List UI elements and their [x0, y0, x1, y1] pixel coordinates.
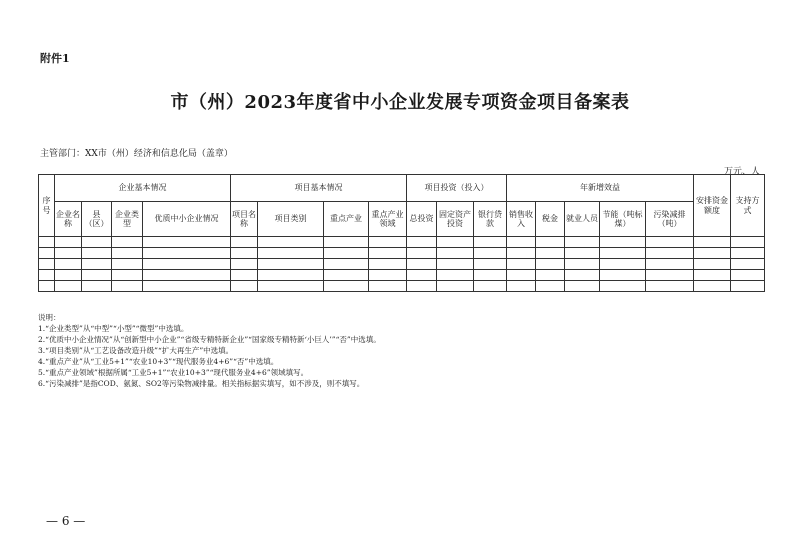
table-cell — [694, 270, 731, 281]
seq-header: 序号 — [39, 175, 55, 237]
table-cell — [112, 259, 143, 270]
table-cell — [39, 270, 55, 281]
notes-block — [38, 312, 381, 389]
table-cell — [600, 237, 646, 248]
col-quality-sme: 优质中小企业情况 — [143, 202, 231, 237]
col-key-industry-field: 重点产业领域 — [369, 202, 407, 237]
table-cell — [565, 281, 600, 292]
note-item: 2.“优质中小企业情况”从“创新型中小企业”“省级专精特新企业”“国家级专精特新‘小巨人’”“否”中选填。 — [38, 335, 381, 344]
table-cell — [600, 281, 646, 292]
table-cell — [646, 248, 694, 259]
table-cell — [474, 237, 507, 248]
table-cell — [258, 281, 324, 292]
table-row — [39, 259, 765, 270]
table-cell — [324, 237, 369, 248]
table-cell — [565, 248, 600, 259]
page-number: — 6 — — [46, 514, 86, 528]
table-cell — [231, 270, 258, 281]
table-cell — [474, 281, 507, 292]
col-bank-loan: 银行贷款 — [474, 202, 507, 237]
table-cell — [474, 270, 507, 281]
table-cell — [507, 259, 536, 270]
table-cell — [600, 259, 646, 270]
table-cell — [407, 281, 437, 292]
table-cell — [258, 248, 324, 259]
col-sales-revenue: 销售收入 — [507, 202, 536, 237]
table-cell — [55, 270, 82, 281]
table-cell — [694, 248, 731, 259]
table-cell — [565, 270, 600, 281]
table-cell — [258, 270, 324, 281]
table-cell — [55, 248, 82, 259]
note-item: 3.“项目类别”从“工艺设备改造升级”“扩大再生产”中选填。 — [38, 346, 234, 355]
col-employees: 就业人员 — [565, 202, 600, 237]
table-cell — [112, 270, 143, 281]
funding-header: 安排资金额度 — [694, 175, 731, 237]
table-cell — [112, 248, 143, 259]
table-cell — [82, 237, 112, 248]
table-cell — [39, 259, 55, 270]
table-cell — [231, 259, 258, 270]
table-cell — [437, 281, 474, 292]
table-cell — [39, 237, 55, 248]
table-cell — [369, 281, 407, 292]
table-cell — [694, 281, 731, 292]
col-county: 县（区） — [82, 202, 112, 237]
col-enterprise-name: 企业名称 — [55, 202, 82, 237]
table-cell — [731, 281, 765, 292]
table-cell — [82, 281, 112, 292]
table-cell — [474, 259, 507, 270]
table-cell — [694, 259, 731, 270]
table-cell — [258, 259, 324, 270]
table-cell — [369, 237, 407, 248]
note-item: 5.“重点产业领域”根据所属“工业5+1”“农业10+3”“现代服务业4+6”领域填写。 — [38, 368, 309, 377]
notes-heading: 说明： — [38, 313, 61, 322]
filing-table — [38, 174, 765, 292]
table-cell — [407, 248, 437, 259]
table-cell — [143, 259, 231, 270]
col-tax: 税金 — [536, 202, 565, 237]
col-enterprise-type: 企业类型 — [112, 202, 143, 237]
table-cell — [39, 281, 55, 292]
table-cell — [82, 259, 112, 270]
table-cell — [565, 237, 600, 248]
attachment-label: 附件1 — [40, 52, 70, 65]
col-project-name: 项目名称 — [231, 202, 258, 237]
col-energy-saving: 节能（吨标煤） — [600, 202, 646, 237]
table-cell — [55, 259, 82, 270]
table-cell — [369, 248, 407, 259]
table-cell — [507, 237, 536, 248]
table-cell — [82, 270, 112, 281]
table-cell — [407, 237, 437, 248]
benefit-group-header: 年新增效益 — [507, 175, 694, 202]
table-cell — [731, 248, 765, 259]
page-title: 市（州）2023年度省中小企业发展专项资金项目备案表 — [170, 92, 630, 113]
table-cell — [258, 237, 324, 248]
table-row — [39, 281, 765, 292]
table-cell — [507, 270, 536, 281]
table-row — [39, 248, 765, 259]
table-cell — [231, 237, 258, 248]
project-group-header: 项目基本情况 — [231, 175, 407, 202]
table-cell — [437, 248, 474, 259]
table-cell — [694, 237, 731, 248]
table-cell — [143, 248, 231, 259]
col-fixed-asset-investment: 固定资产投资 — [437, 202, 474, 237]
table-cell — [565, 259, 600, 270]
table-cell — [231, 248, 258, 259]
table-cell — [324, 248, 369, 259]
table-cell — [474, 248, 507, 259]
table-cell — [143, 237, 231, 248]
table-cell — [536, 248, 565, 259]
table-cell — [731, 259, 765, 270]
table-cell — [507, 281, 536, 292]
table-cell — [407, 259, 437, 270]
table-cell — [324, 270, 369, 281]
table-cell — [324, 281, 369, 292]
col-total-investment: 总投资 — [407, 202, 437, 237]
col-key-industry: 重点产业 — [324, 202, 369, 237]
table-cell — [112, 281, 143, 292]
table-cell — [646, 259, 694, 270]
table-cell — [600, 270, 646, 281]
note-item: 1.“企业类型”从“中型”“小型”“微型”中选填。 — [38, 324, 189, 333]
table-cell — [536, 237, 565, 248]
table-cell — [231, 281, 258, 292]
table-cell — [55, 237, 82, 248]
table-cell — [437, 259, 474, 270]
table-cell — [600, 248, 646, 259]
enterprise-group-header: 企业基本情况 — [55, 175, 231, 202]
table-row — [39, 237, 765, 248]
table-cell — [143, 270, 231, 281]
table-cell — [82, 248, 112, 259]
table-cell — [55, 281, 82, 292]
col-emission-reduction: 污染减排（吨） — [646, 202, 694, 237]
table-cell — [437, 270, 474, 281]
table-cell — [536, 281, 565, 292]
table-cell — [369, 259, 407, 270]
table-cell — [536, 259, 565, 270]
table-cell — [646, 281, 694, 292]
table-cell — [324, 259, 369, 270]
table-cell — [407, 270, 437, 281]
table-cell — [369, 270, 407, 281]
department-line: 主管部门：XX市（州）经济和信息化局（盖章） — [40, 149, 233, 159]
table-cell — [646, 237, 694, 248]
table-cell — [731, 237, 765, 248]
table-cell — [437, 237, 474, 248]
unit-label: 万元、人 — [723, 167, 760, 177]
investment-group-header: 项目投资（投入） — [407, 175, 507, 202]
table-row — [39, 270, 765, 281]
table-cell — [646, 270, 694, 281]
col-project-category: 项目类别 — [258, 202, 324, 237]
table-cell — [143, 281, 231, 292]
table-cell — [536, 270, 565, 281]
table-cell — [507, 248, 536, 259]
support-method-header: 支持方式 — [731, 175, 765, 237]
table-cell — [731, 270, 765, 281]
note-item: 4.“重点产业”从“工业5+1”“农业10+3”“现代服务业4+6”“否”中选填。 — [38, 357, 279, 366]
table-cell — [39, 248, 55, 259]
note-item: 6.“污染减排”是指COD、氨氮、SO2等污染物减排量。相关指标据实填写，如不涉及，则不填写。 — [38, 379, 365, 388]
table-cell — [112, 237, 143, 248]
